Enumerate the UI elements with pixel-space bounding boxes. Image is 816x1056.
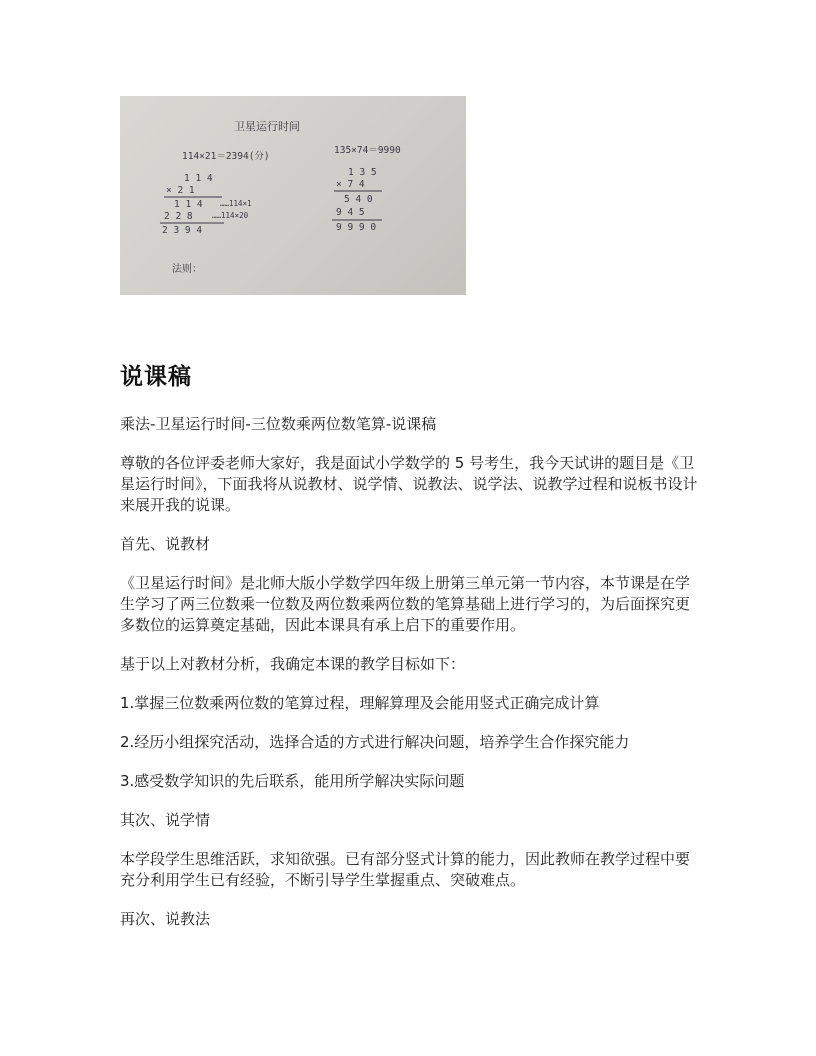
section-heading-students: 其次、说学情	[120, 811, 211, 829]
left-result: 2 3 9 4	[162, 225, 203, 236]
photo-heading: 卫星运行时间	[234, 120, 300, 133]
left-partial-2: 2 2 8	[164, 211, 193, 222]
right-multiplier: × 7 4	[336, 179, 365, 190]
right-result: 9 9 9 0	[336, 222, 377, 233]
handwritten-photo	[120, 96, 466, 295]
left-note-1: ……114×1	[220, 199, 252, 208]
left-equation: 114×21＝2394(分)	[182, 151, 270, 162]
left-top: 1 1 4	[184, 173, 213, 184]
textbook-paragraph: 《卫星运行时间》是北师大版小学数学四年级上册第三单元第一节内容，本节课是在学生学习了两三位数乘一位数及两位数乘两位数的笔算基础上进行学习的，为后面探究更多数位的运算奠定基础，因此本课具有承上启下的重要作用。	[120, 574, 691, 634]
objectives-intro: 基于以上对教材分析，我确定本课的教学目标如下：	[120, 655, 466, 673]
left-note-2: ……114×20	[212, 211, 249, 220]
doc-body	[120, 414, 698, 948]
doc-title: 说课稿	[120, 364, 192, 390]
left-partial-1: 1 1 4	[174, 199, 203, 210]
doc-subtitle: 乘法-卫星运行时间-三位数乘两位数笔算-说课稿	[120, 415, 437, 433]
rule-label: 法则：	[172, 264, 202, 275]
right-equation: 135×74＝9990	[334, 145, 401, 156]
right-top: 1 3 5	[348, 167, 377, 178]
objective-2: 2.经历小组探究活动，选择合适的方式进行解决问题，培养学生合作探究能力	[120, 733, 630, 751]
right-partial-2: 9 4 5	[336, 207, 365, 218]
students-paragraph: 本学段学生思维活跃，求知欲强。已有部分竖式计算的能力，因此教师在教学过程中要充分利用学生已有经验，不断引导学生掌握重点、突破难点。	[120, 850, 691, 889]
section-heading-textbook: 首先、说教材	[120, 535, 211, 553]
objective-3: 3.感受数学知识的先后联系，能用所学解决实际问题	[120, 772, 465, 790]
handwritten-board	[120, 96, 466, 295]
right-partial-1: 5 4 0	[344, 194, 373, 205]
objective-1: 1.掌握三位数乘两位数的笔算过程，理解算理及会能用竖式正确完成计算	[120, 694, 600, 712]
left-multiplier: × 2 1	[166, 185, 195, 196]
intro-paragraph: 尊敬的各位评委老师大家好，我是面试小学数学的 5 号考生，我今天试讲的题目是《卫星运行时间》，下面我将从说教材、说学情、说教法、说学法、说教学过程和说板书设计来展开我的说课。	[120, 454, 698, 514]
section-heading-methods: 再次、说教法	[120, 910, 211, 928]
